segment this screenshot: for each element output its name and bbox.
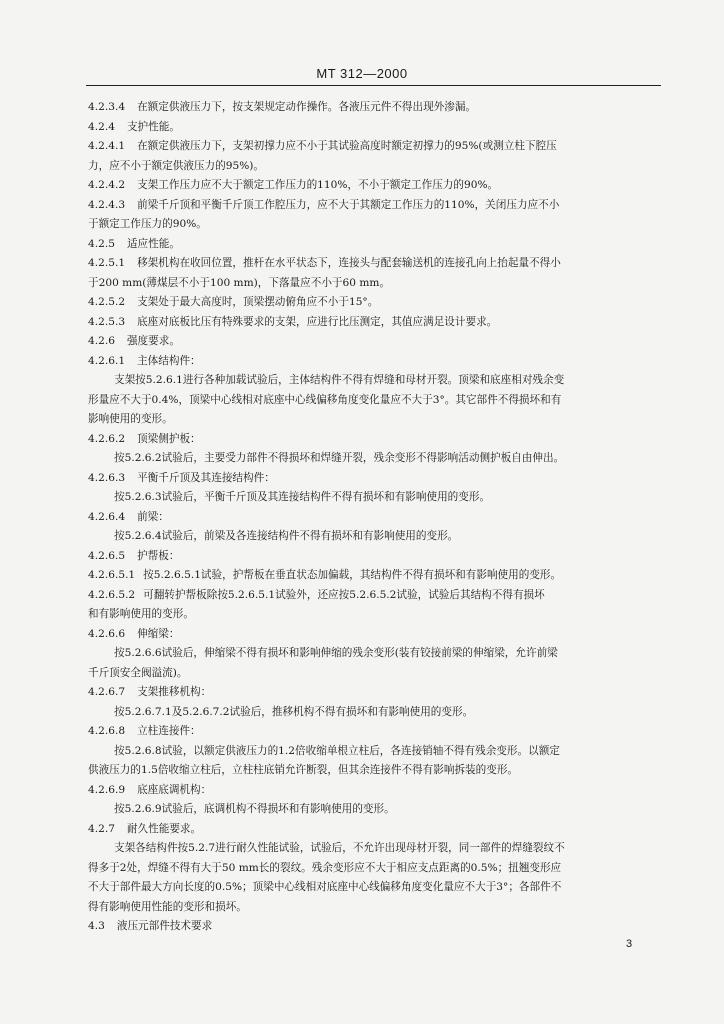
clause-text: 按5.2.6.8试验，以额定供液压力的1.2倍收缩单根立柱后，各连接销轴不得有残余变形。以额定 [114, 744, 560, 757]
clause-text: 按5.2.6.9试验后，底调机构不得损坏和有影响使用的变形。 [114, 803, 395, 815]
clause-text: 移架机构在收回位置，推杆在水平状态下，连接头与配套输送机的连接孔向上抬起量不得小 [137, 257, 561, 269]
clause-text: 底座底调机构： [137, 783, 212, 796]
clause-number: 4.2.4.3 [88, 198, 126, 211]
clause-text: 适应性能。 [126, 237, 180, 250]
clause-text: 力，应不小于额定供液压力的95%)。 [88, 159, 264, 172]
clause-text: 不大于部件最大方向长度的0.5%；顶梁中心线相对底座中心线偏移角度变化量应不大于3°；各部件不 [88, 881, 562, 893]
clause-number: 4.2.6.5.1 [88, 569, 136, 581]
clause-text: 千斤顶安全阀溢流)。 [88, 666, 188, 679]
text-line [88, 703, 656, 723]
clause-line [88, 508, 656, 528]
text-line [88, 449, 656, 469]
text-line [88, 488, 656, 508]
clause-text: 支架推移机构： [137, 686, 212, 698]
clause-number: 4.2.6.5.2 [88, 588, 136, 601]
clause-text: 供液压力的1.5倍收缩立柱后，立柱柱底销允许断裂，但其余连接件不得有影响拆装的变形。 [88, 764, 519, 776]
clause-text: 影响使用的变形。 [88, 413, 173, 425]
clause-number: 4.3 [88, 920, 105, 932]
clause-line [88, 98, 656, 118]
clause-line [88, 293, 656, 313]
clause-line [88, 118, 656, 138]
clause-line [88, 722, 656, 742]
clause-line [88, 547, 656, 567]
clause-text: 支架工作压力应不大于额定工作压力的110%，不小于额定工作压力的90%。 [137, 179, 499, 191]
clause-number: 4.2.6.1 [88, 354, 126, 367]
clause-text: 平衡千斤顶及其连接结构件： [137, 471, 275, 484]
clause-text: 形量应不大于0.4%，顶梁中心线相对底座中心线偏移角度变化量应不大于3°。其它部件不得损坏和有 [88, 393, 562, 406]
clause-text: 按5.2.6.6试验后，伸缩梁不得有损坏和影响伸缩的残余变形(装有铰接前梁的伸缩梁，允许前梁 [114, 647, 558, 659]
clause-text: 底座对底板比压有特殊要求的支架，应进行比压测定，其值应满足设计要求。 [137, 315, 498, 328]
clause-number: 4.2.6.9 [88, 783, 126, 796]
clause-number: 4.2.6.2 [88, 432, 126, 445]
clause-text: 耐久性能要求。 [126, 822, 202, 835]
clause-text: 可翻转护帮板除按5.2.6.5.1试验外，还应按5.2.6.5.2试验，试验后其结构不得有损坏 [143, 588, 545, 601]
page-number: 3 [626, 938, 633, 950]
text-line [88, 878, 656, 898]
page-header: MT 312—2000 [316, 66, 408, 81]
clause-line [88, 430, 656, 450]
text-line [88, 371, 656, 391]
clause-text: 强度要求。 [126, 335, 180, 347]
clause-line [88, 235, 656, 255]
clause-number: 4.2.5.2 [88, 296, 126, 308]
clause-text: 得多于2处，焊缝不得有大于50 mm长的裂纹。残余变形应不大于相应支点距离的0.5%；扭翘变形应 [88, 861, 562, 874]
text-line [88, 898, 656, 918]
clause-text: 按5.2.6.4试验后，前梁及各连接结构件不得有损坏和有影响使用的变形。 [114, 530, 459, 542]
clause-text: 得有影响使用性能的变形和损坏。 [88, 900, 247, 913]
clause-line [88, 566, 656, 586]
clause-text: 液压元部件技术要求 [116, 920, 213, 932]
text-line [88, 839, 656, 859]
clause-text: 前梁千斤顶和平衡千斤顶工作腔压力，应不大于其额定工作压力的110%，关闭压力应不小 [137, 198, 560, 211]
clause-text: 前梁： [137, 510, 169, 523]
text-line [88, 157, 656, 177]
text-line [88, 761, 656, 781]
clause-number: 4.2.3.4 [88, 101, 126, 113]
clause-line [88, 332, 656, 352]
clause-text: 在额定供液压力下，按支架规定动作操作。各液压元件不得出现外渗漏。 [137, 101, 477, 113]
clause-line [88, 625, 656, 645]
clause-text: 支架各结构件按5.2.7进行耐久性能试验，试验后，不允许出现母材开裂，同一部件的焊缝裂纹不 [114, 842, 565, 854]
clause-line [88, 683, 656, 703]
clause-number: 4.2.6.3 [88, 471, 126, 484]
clause-line [88, 352, 656, 372]
clause-text: 护帮板： [137, 549, 180, 562]
clause-line [88, 781, 656, 801]
clause-text: 顶梁侧护板： [137, 432, 201, 445]
clause-text: 于200 mm(薄煤层不小于100 mm)，下落量应不小于60 mm。 [88, 276, 391, 289]
clause-number: 4.2.4.1 [88, 140, 126, 152]
text-line [88, 527, 656, 547]
clause-text: 按5.2.6.2试验后，主要受力部件不得损坏和焊缝开裂，残余变形不得影响活动侧护板自由伸出。 [114, 452, 565, 464]
clause-line [88, 820, 656, 840]
clause-text: 支护性能。 [126, 120, 180, 133]
clause-line [88, 917, 656, 937]
text-line [88, 644, 656, 664]
clause-text: 立柱连接件： [137, 725, 201, 737]
clause-text: 于额定工作压力的90%。 [88, 218, 207, 230]
text-line [88, 410, 656, 430]
clause-number: 4.2.5 [88, 237, 115, 250]
clause-text: 支架按5.2.6.1进行各种加载试验后，主体结构件不得有焊缝和母材开裂。顶梁和底座相对残余变 [114, 374, 565, 386]
clause-number: 4.2.6.7 [88, 686, 126, 698]
clause-number: 4.2.5.1 [88, 257, 126, 269]
clause-text: 按5.2.6.7.1及5.2.6.7.2试验后，推移机构不得有损坏和有影响使用的变形。 [114, 705, 474, 718]
clause-text: 伸缩梁： [137, 627, 180, 640]
text-line [88, 391, 656, 411]
clause-number: 4.2.7 [88, 822, 115, 835]
clause-number: 4.2.6.6 [88, 627, 126, 640]
clause-text: 支架处于最大高度时，顶梁摆动俯角应不小于15°。 [137, 296, 379, 308]
text-line [88, 742, 656, 762]
clause-text: 按5.2.6.3试验后，平衡千斤顶及其连接结构件不得有损坏和有影响使用的变形。 [114, 491, 491, 503]
clause-text: 按5.2.6.5.1试验，护帮板在垂直状态加偏载，其结构件不得有损坏和有影响使用的变形。 [143, 569, 562, 581]
clause-number: 4.2.6.5 [88, 549, 126, 562]
document-body [88, 98, 656, 937]
text-line [88, 605, 656, 625]
text-line [88, 215, 656, 235]
clause-line [88, 196, 656, 216]
clause-number: 4.2.6.8 [88, 725, 126, 737]
clause-line [88, 137, 656, 157]
clause-text: 主体结构件： [137, 354, 201, 367]
header-rule [86, 85, 661, 86]
text-line [88, 859, 656, 879]
clause-number: 4.2.6 [88, 335, 115, 347]
clause-text: 在额定供液压力下，支架初撑力应不小于其试验高度时额定初撑力的95%(或测立柱下腔压 [137, 140, 557, 152]
clause-text: 和有影响使用的变形。 [88, 608, 194, 620]
clause-line [88, 469, 656, 489]
clause-number: 4.2.5.3 [88, 315, 126, 328]
clause-line [88, 254, 656, 274]
clause-line [88, 176, 656, 196]
clause-number: 4.2.4 [88, 120, 115, 133]
clause-number: 4.2.4.2 [88, 179, 126, 191]
text-line [88, 274, 656, 294]
text-line [88, 800, 656, 820]
text-line [88, 664, 656, 684]
clause-number: 4.2.6.4 [88, 510, 126, 523]
clause-line [88, 586, 656, 606]
clause-line [88, 313, 656, 333]
